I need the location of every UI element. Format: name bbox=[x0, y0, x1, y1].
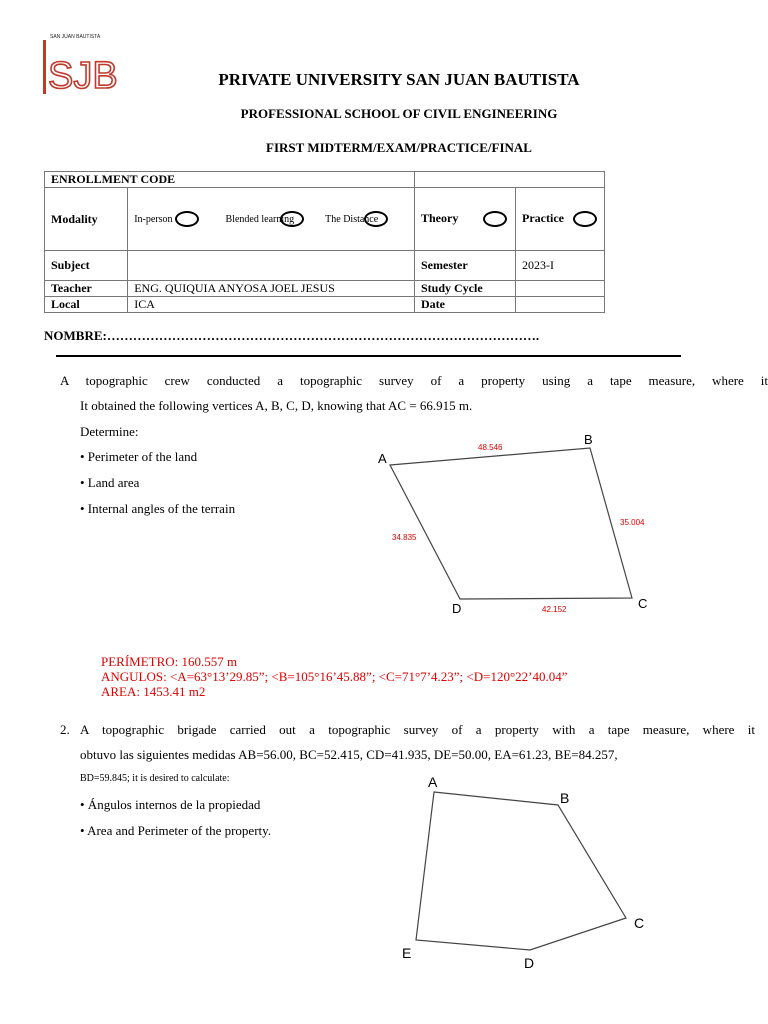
distance-label: The Distance bbox=[325, 213, 379, 225]
vertex-c-label: C bbox=[634, 915, 645, 931]
problem1-item-area: • Land area bbox=[80, 475, 140, 490]
side-bc-label: 35.004 bbox=[620, 518, 645, 527]
practice-cell bbox=[516, 188, 605, 251]
vertex-a-label: A bbox=[428, 774, 438, 790]
blended-radio[interactable] bbox=[280, 211, 304, 227]
answer-angles: ANGULOS: <A=63°13’29.85”; <B=105°16’45.88”; <C=71°7’4.23”; <D=120°22’40.04” bbox=[101, 669, 568, 684]
problem1-item-angles: • Internal angles of the terrain bbox=[80, 501, 236, 516]
exam-title: FIRST MIDTERM/EXAM/PRACTICE/FINAL bbox=[266, 140, 532, 155]
practice-radio[interactable] bbox=[573, 211, 597, 227]
semester-label: Semester bbox=[415, 251, 516, 281]
date-value[interactable] bbox=[516, 297, 605, 313]
enrollment-code-value[interactable] bbox=[415, 172, 605, 188]
theory-radio[interactable] bbox=[483, 211, 507, 227]
theory-label: Theory bbox=[421, 210, 459, 225]
blended-label: Blended learning bbox=[225, 213, 295, 225]
vertex-b-label: B bbox=[560, 790, 570, 806]
side-ab-label: 48.546 bbox=[478, 443, 503, 452]
divider bbox=[56, 355, 681, 357]
problem2-figure bbox=[398, 770, 658, 970]
problem2-number: 2. bbox=[60, 722, 70, 737]
vertex-d-label: D bbox=[452, 601, 462, 616]
problem2-line1: A topographic brigade carried out a topographic survey of a property with a tape measure, where it bbox=[80, 722, 755, 737]
practice-label: Practice bbox=[522, 210, 564, 225]
problem1-figure bbox=[370, 428, 660, 620]
study-cycle-label: Study Cycle bbox=[415, 281, 516, 297]
teacher-label: Teacher bbox=[45, 281, 128, 297]
date-label: Date bbox=[415, 297, 516, 313]
vertex-c-label: C bbox=[638, 596, 648, 611]
problem1-item-perimeter: • Perimeter of the land bbox=[80, 449, 198, 464]
problem2-line3: BD=59.845; it is desired to calculate: bbox=[80, 773, 230, 784]
problem1-line1: A topographic crew conducted a topographic survey of a property using a tape measure, where it bbox=[60, 373, 768, 388]
modality-options bbox=[128, 188, 415, 251]
enrollment-code-label: ENROLLMENT CODE bbox=[45, 172, 415, 188]
problem2-line2: obtuvo las siguientes medidas AB=56.00, BC=52.415, CD=41.935, DE=50.00, EA=61.23, BE=84.257, bbox=[80, 747, 618, 762]
teacher-value[interactable]: ENG. QUIQUIA ANYOSA JOEL JESUS bbox=[128, 281, 415, 297]
answer-perimeter: PERÍMETRO: 160.557 m bbox=[101, 654, 238, 669]
vertex-b-label: B bbox=[584, 432, 593, 447]
problem1-line2: It obtained the following vertices A, B, C, D, knowing that AC = 66.915 m. bbox=[80, 398, 473, 413]
side-da-label: 34.835 bbox=[392, 533, 417, 542]
study-cycle-value[interactable] bbox=[516, 281, 605, 297]
vertex-e-label: E bbox=[402, 945, 412, 961]
subject-label: Subject bbox=[45, 251, 128, 281]
vertex-a-label: A bbox=[378, 451, 387, 466]
distance-radio[interactable] bbox=[364, 211, 388, 227]
logo-letters: SJB bbox=[48, 55, 118, 97]
university-title: PRIVATE UNIVERSITY SAN JUAN BAUTISTA bbox=[218, 70, 580, 89]
problem1-determine: Determine: bbox=[80, 424, 139, 439]
modality-label: Modality bbox=[45, 188, 128, 251]
subject-value[interactable] bbox=[128, 251, 415, 281]
side-cd-label: 42.152 bbox=[542, 605, 567, 614]
school-title: PROFESSIONAL SCHOOL OF CIVIL ENGINEERING bbox=[240, 106, 558, 121]
in-person-label: In-person bbox=[134, 213, 173, 225]
problem2-item-angles: • Ángulos internos de la propiedad bbox=[80, 797, 261, 812]
logo-text: SAN JUAN BAUTISTA bbox=[50, 34, 101, 40]
in-person-radio[interactable] bbox=[175, 211, 199, 227]
nombre-line: NOMBRE:………………………………………………………………………………………. bbox=[44, 328, 540, 343]
theory-cell bbox=[415, 188, 516, 251]
semester-value[interactable]: 2023-I bbox=[516, 251, 605, 281]
local-label: Local bbox=[45, 297, 128, 313]
enrollment-table bbox=[44, 171, 605, 313]
vertex-d-label: D bbox=[524, 955, 535, 971]
problem2-item-area: • Area and Perimeter of the property. bbox=[80, 823, 272, 838]
answer-area: AREA: 1453.41 m2 bbox=[101, 684, 206, 699]
local-value[interactable]: ICA bbox=[128, 297, 415, 313]
